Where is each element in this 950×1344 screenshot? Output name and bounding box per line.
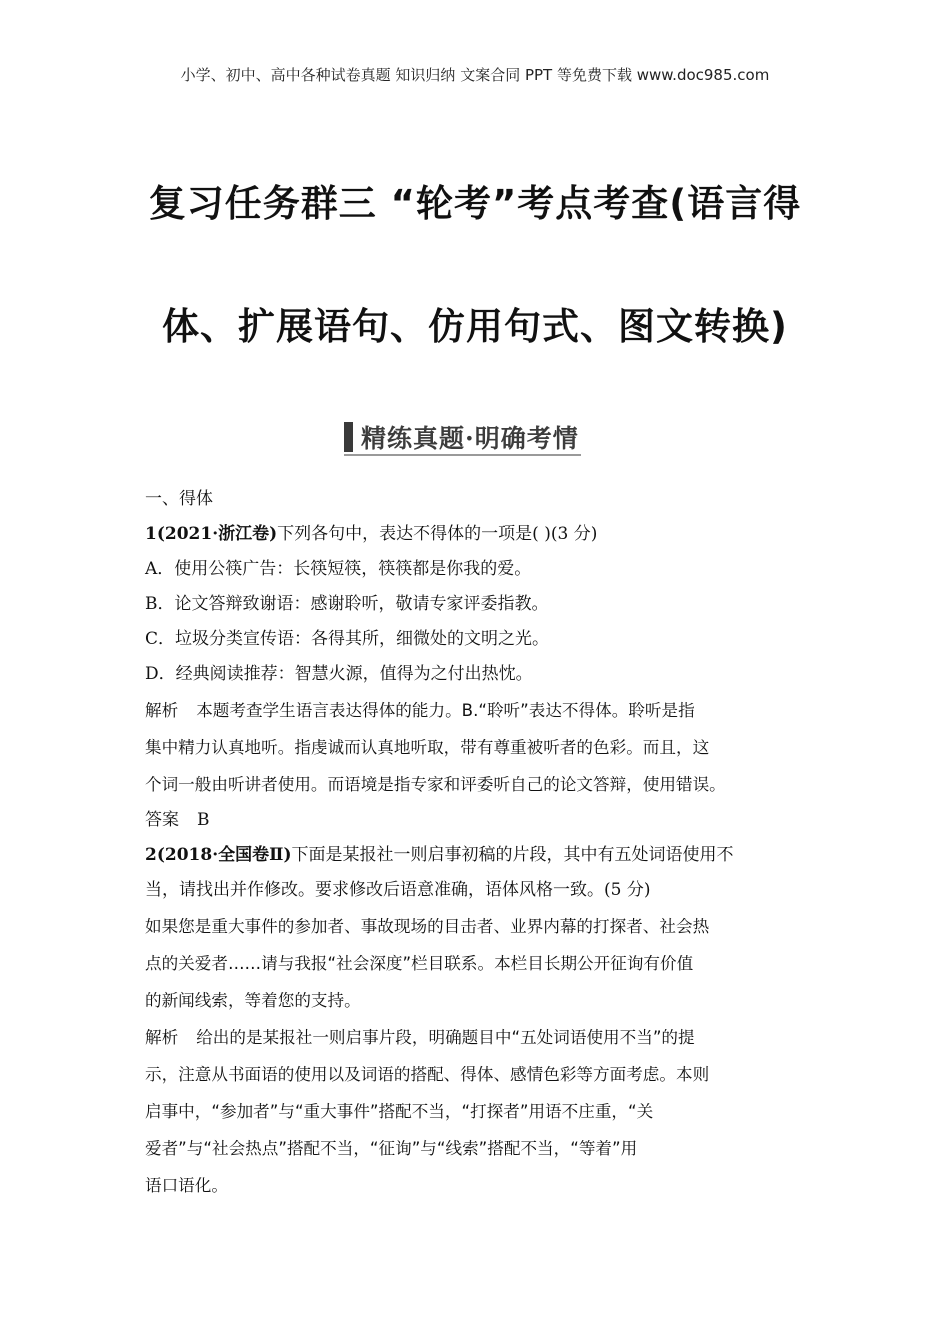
analysis-line: 启事中，“参加者”与“重大事件”搭配不当，“打探者”用语不庄重，“关 [145,1102,654,1121]
question-2-stem [145,838,810,873]
answer-value: B [197,810,210,830]
option-c: C．垃圾分类宣传语：各得其所，细微处的文明之光。 [145,629,550,649]
analysis-label: 解析 [145,701,179,720]
analysis-line: 个词一般由听讲者使用。而语境是指专家和评委听自己的论文答辩，使用错误。 [145,775,726,794]
section-banner [344,420,581,456]
banner-bar-icon [344,422,353,452]
passage-line: 点的关爱者……请与我报“社会深度”栏目联系。本栏目长期公开征询有价值 [145,954,694,973]
analysis-line: 示，注意从书面语的使用以及词语的搭配、得体、感情色彩等方面考虑。本则 [145,1065,710,1084]
page-header: 小学、初中、高中各种试卷真题 知识归纳 文案合同 PPT 等免费下载 www.doc985.com [180,66,770,84]
question-text: 下列各句中，表达不得体的一项是( )(3 分) [277,524,598,544]
question-source: (2018·全国卷Ⅱ) [156,845,292,865]
section-banner-text: 精练真题·明确考情 [361,424,579,453]
page-title-line-2: 体、扩展语句、仿用句式、图文转换) [162,305,788,348]
question-number: 1 [145,524,157,544]
question-number: 2 [145,845,157,865]
answer-line [145,803,810,838]
passage-line: 的新闻线索，等着您的支持。 [145,991,361,1010]
question-text: 下面是某报社一则启事初稿的片段，其中有五处词语使用不 [291,845,734,865]
document-body [145,482,810,1204]
section-heading: 一、得体 [145,489,213,509]
analysis-line: 语口语化。 [145,1176,228,1195]
question-source: (2021·浙江卷) [156,524,278,544]
question-1-stem [145,517,810,552]
option-d: D．经典阅读推荐：智慧火源，值得为之付出热忱。 [145,664,533,684]
analysis-line: 解析 本题考查学生语言表达得体的能力。B.“聆听”表达不得体。聆听是指 [145,701,695,720]
option-b: B．论文答辩致谢语：感谢聆听，敬请专家评委指教。 [145,594,549,614]
passage-line: 如果您是重大事件的参加者、事故现场的目击者、业界内幕的打探者、社会热 [145,917,710,936]
analysis-line: 爱者”与“社会热点”搭配不当，“征询”与“线索”搭配不当，“等着”用 [145,1139,638,1158]
page-title-line-1: 复习任务群三 “轮考”考点考查(语言得 [148,182,802,225]
analysis-line: 集中精力认真地听。指虔诚而认真地听取，带有尊重被听者的色彩。而且，这 [145,738,710,757]
analysis-label: 解析 [145,1028,179,1047]
analysis-line: 解析 给出的是某报社一则启事片段，明确题目中“五处词语使用不当”的提 [145,1028,695,1047]
question-text: 当，请找出并作修改。要求修改后语意准确，语体风格一致。(5 分) [145,880,651,900]
option-a: A．使用公筷广告：长筷短筷，筷筷都是你我的爱。 [145,559,532,579]
answer-label: 答案 [145,810,179,830]
